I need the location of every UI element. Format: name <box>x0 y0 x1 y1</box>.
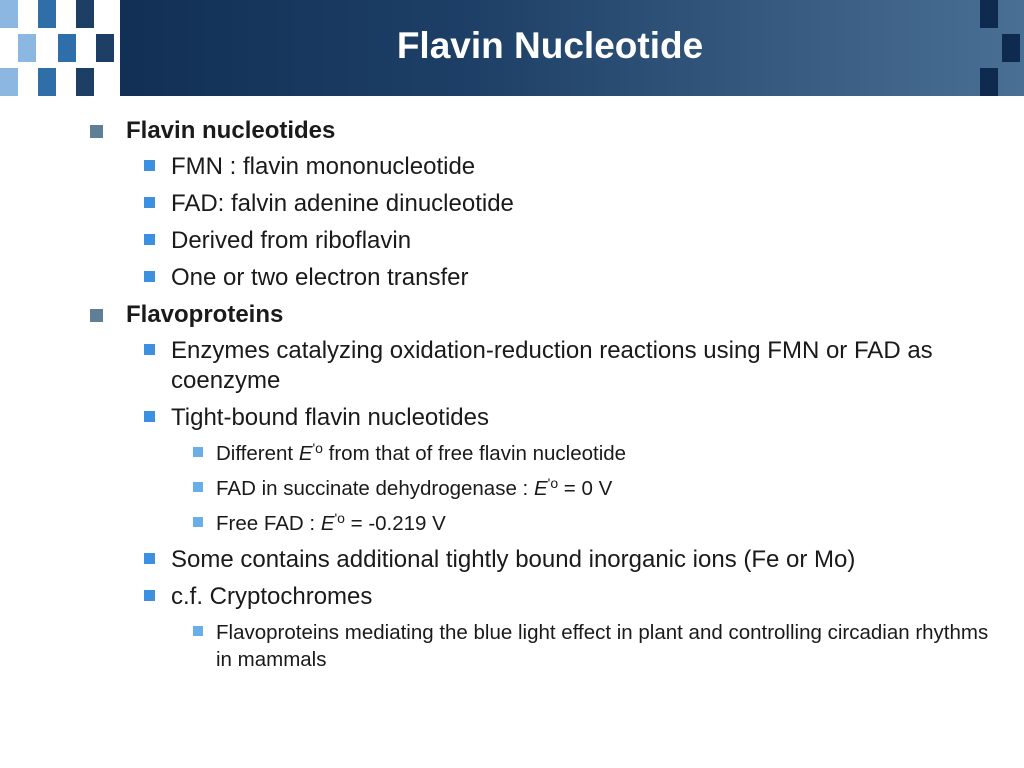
square-bullet-icon <box>193 482 203 492</box>
square-bullet-icon <box>193 447 203 457</box>
sub-text: Different <box>216 442 299 465</box>
potential-symbol: E <box>298 442 313 465</box>
item-text: One or two electron transfer <box>171 264 469 291</box>
sub-bullet-item <box>190 510 998 539</box>
item-text: Derived from riboflavin <box>171 227 412 254</box>
bullet-heading <box>88 300 998 330</box>
sub-text: = 0 V <box>558 477 613 500</box>
tile <box>0 68 18 96</box>
bullet-item <box>140 189 998 219</box>
bullet-item <box>140 545 998 575</box>
square-bullet-icon <box>144 411 155 422</box>
slide-content <box>88 114 998 679</box>
square-bullet-icon <box>90 309 103 322</box>
sub-text: Flavoproteins mediating the blue light effect in plant and controlling circadian rhythms in mammals <box>216 621 989 671</box>
sub-bullet-item <box>190 440 998 469</box>
potential-symbol: E <box>320 512 335 535</box>
tile <box>18 34 36 62</box>
potential-superscript: 'o <box>334 510 345 526</box>
bullet-item <box>140 263 998 293</box>
heading-text: Flavin nucleotides <box>126 117 336 144</box>
item-text: Tight-bound flavin nucleotides <box>171 404 489 431</box>
bullet-item <box>140 582 998 612</box>
item-text: c.f. Cryptochromes <box>171 583 373 610</box>
item-text: Some contains additional tightly bound inorganic ions (Fe or Mo) <box>171 546 856 573</box>
potential-symbol: E <box>533 477 548 500</box>
square-bullet-icon <box>193 517 203 527</box>
tile <box>38 0 56 28</box>
title-banner <box>0 0 1024 96</box>
square-bullet-icon <box>144 271 155 282</box>
tile <box>58 34 76 62</box>
sub-text: FAD in succinate dehydrogenase : <box>216 477 534 500</box>
tile <box>980 0 998 28</box>
square-bullet-icon <box>144 197 155 208</box>
square-bullet-icon <box>144 553 155 564</box>
item-text: FAD: falvin adenine dinucleotide <box>171 190 514 217</box>
square-bullet-icon <box>90 125 103 138</box>
tile <box>96 34 114 62</box>
square-bullet-icon <box>144 234 155 245</box>
tile <box>76 0 94 28</box>
tile <box>980 68 998 96</box>
decorative-tiles-left <box>0 0 120 96</box>
sub-bullet-item <box>190 475 998 504</box>
tile <box>1002 34 1020 62</box>
square-bullet-icon <box>144 160 155 171</box>
heading-text: Flavoproteins <box>126 301 284 328</box>
tile <box>38 68 56 96</box>
sub-text: = -0.219 V <box>344 512 446 535</box>
bullet-item <box>140 152 998 182</box>
item-text: FMN : flavin mononucleotide <box>171 153 476 180</box>
sub-text: from that of free flavin nucleotide <box>322 442 627 465</box>
potential-superscript: 'o <box>312 440 323 456</box>
bullet-heading <box>88 116 998 146</box>
item-text: Enzymes catalyzing oxidation-reduction reactions using FMN or FAD as coenzyme <box>171 337 933 394</box>
decorative-tiles-right <box>980 0 1024 96</box>
tile <box>0 0 18 28</box>
sub-bullet-item <box>190 619 998 673</box>
bullet-item <box>140 226 998 256</box>
square-bullet-icon <box>193 626 203 636</box>
bullet-item <box>140 336 998 396</box>
bullet-item <box>140 403 998 433</box>
potential-superscript: 'o <box>547 475 559 491</box>
sub-text: Free FAD : <box>216 512 321 535</box>
square-bullet-icon <box>144 590 155 601</box>
slide-title: Flavin Nucleotide <box>396 25 704 66</box>
tile <box>76 68 94 96</box>
square-bullet-icon <box>144 344 155 355</box>
